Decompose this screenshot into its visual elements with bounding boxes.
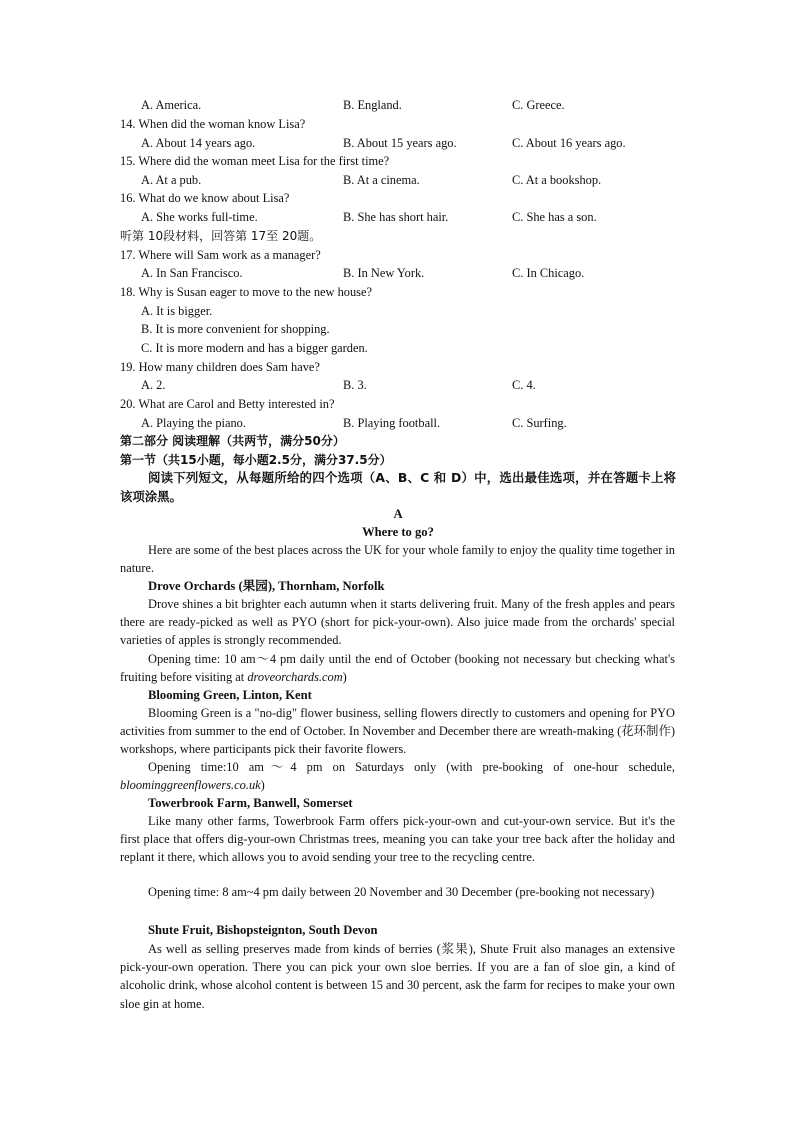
drove-opening-text: Opening time: 10 am～4 pm daily until the end of October (booking not necessary but checking what's fruiting before visiting at (120, 652, 675, 685)
blooming-website-link[interactable]: bloominggreenflowers.co.uk (120, 778, 261, 793)
q14-option-a: A. About 14 years ago. (141, 136, 256, 150)
q20-option-b: B. Playing football. (343, 416, 441, 430)
q19-option-a: A. 2. (141, 378, 166, 392)
q16-option-b: B. She has short hair. (343, 210, 449, 224)
passage-label: A (393, 507, 403, 521)
q16-option-c: C. She has a son. (512, 210, 597, 224)
part2-instruction: 阅读下列短文，从每题所给的四个选项（A、B、C 和 D）中，选出最佳选项，并在答题卡上将该项涂黑。 (120, 470, 676, 504)
passage-title: Where to go? (362, 525, 434, 539)
q16-stem: 16. What do we know about Lisa? (120, 191, 290, 205)
blooming-opening-close: ) (260, 778, 265, 793)
q14-stem: 14. When did the woman know Lisa? (120, 117, 306, 131)
q13-option-a: A. America. (141, 98, 202, 112)
q20-stem: 20. What are Carol and Betty interested in? (120, 397, 335, 411)
section-10-instruction: 听第 10段材料，回答第 17至 20题。 (120, 229, 322, 243)
q18-option-c: C. It is more modern and has a bigger garden. (141, 341, 368, 355)
blooming-opening (120, 758, 675, 794)
towerbrook-opening: Opening time: 8 am~4 pm daily between 20 November and 30 December (pre-booking not necessary) (148, 885, 655, 899)
q15-option-a: A. At a pub. (141, 173, 202, 187)
q14-option-c: C. About 16 years ago. (512, 136, 626, 150)
blooming-body: Blooming Green is a "no-dig" flower business, selling flowers directly to customers and opening for PYO activities from summer to the end of October. In November and December there are wreath-making (花环制作) workshops, where participants pick their favorite flowers. (120, 706, 675, 757)
q20-option-a: A. Playing the piano. (141, 416, 246, 430)
q13-option-c: C. Greece. (512, 98, 565, 112)
q18-option-a: A. It is bigger. (141, 304, 213, 318)
passage-intro: Here are some of the best places across the UK for your whole family to enjoy the quality time together in nature. (120, 543, 675, 576)
q13-option-b: B. England. (343, 98, 402, 112)
q14-option-b: B. About 15 years ago. (343, 136, 457, 150)
q18-option-b: B. It is more convenient for shopping. (141, 322, 330, 336)
blooming-heading: Blooming Green, Linton, Kent (148, 688, 312, 702)
q15-stem: 15. Where did the woman meet Lisa for the first time? (120, 154, 390, 168)
blooming-opening-text: Opening time:10 am～4 pm on Saturdays only (with pre-booking of one-hour schedule, (148, 760, 675, 774)
towerbrook-body: Like many other farms, Towerbrook Farm offers pick-your-own and cut-your-own service. But it's the first place that offers dig-your-own Christmas trees, meaning you can take your tree back after the holiday and replant it there, which allows you to avoid sending your tree to the recycling centre. (120, 814, 675, 865)
q15-option-c: C. At a bookshop. (512, 173, 602, 187)
q18-stem: 18. Why is Susan eager to move to the new house? (120, 285, 373, 299)
drove-opening (120, 650, 675, 686)
q19-option-c: C. 4. (512, 378, 536, 392)
part2-section1: 第一节（共15小题，每小题2.5分，满分37.5分） (120, 453, 392, 467)
drove-body: Drove shines a bit brighter each autumn when it starts delivering fruit. Many of the fresh apples and pears there are ready-picked as well as PYO (short for pick-your-own). Also juice made from the orchards' special varieties of apples is strongly recommended. (120, 597, 675, 648)
drove-website-link[interactable]: droveorchards.com (247, 670, 343, 685)
drove-opening-close: ) (342, 670, 347, 685)
towerbrook-heading: Towerbrook Farm, Banwell, Somerset (148, 796, 353, 810)
q17-option-c: C. In Chicago. (512, 266, 585, 280)
q17-stem: 17. Where will Sam work as a manager? (120, 248, 321, 262)
q17-option-a: A. In San Francisco. (141, 266, 243, 280)
q17-option-b: B. In New York. (343, 266, 425, 280)
q16-option-a: A. She works full-time. (141, 210, 258, 224)
q20-option-c: C. Surfing. (512, 416, 567, 430)
shute-body: As well as selling preserves made from kinds of berries (浆果), Shute Fruit also manages an extensive pick-your-own operation. There you can pick your own sloe berries. If you are a fan of sloe gin, a kind of alcoholic drink, whose alcohol content is between 15 and 30 percent, ask the farm for recipes to make your own sloe gin at home. (120, 942, 675, 1011)
drove-heading: Drove Orchards (果园), Thornham, Norfolk (148, 579, 385, 593)
q15-option-b: B. At a cinema. (343, 173, 420, 187)
shute-heading: Shute Fruit, Bishopsteignton, South Devon (148, 923, 378, 937)
q19-stem: 19. How many children does Sam have? (120, 360, 320, 374)
part2-title: 第二部分 阅读理解（共两节，满分50分） (120, 434, 345, 448)
q19-option-b: B. 3. (343, 378, 367, 392)
